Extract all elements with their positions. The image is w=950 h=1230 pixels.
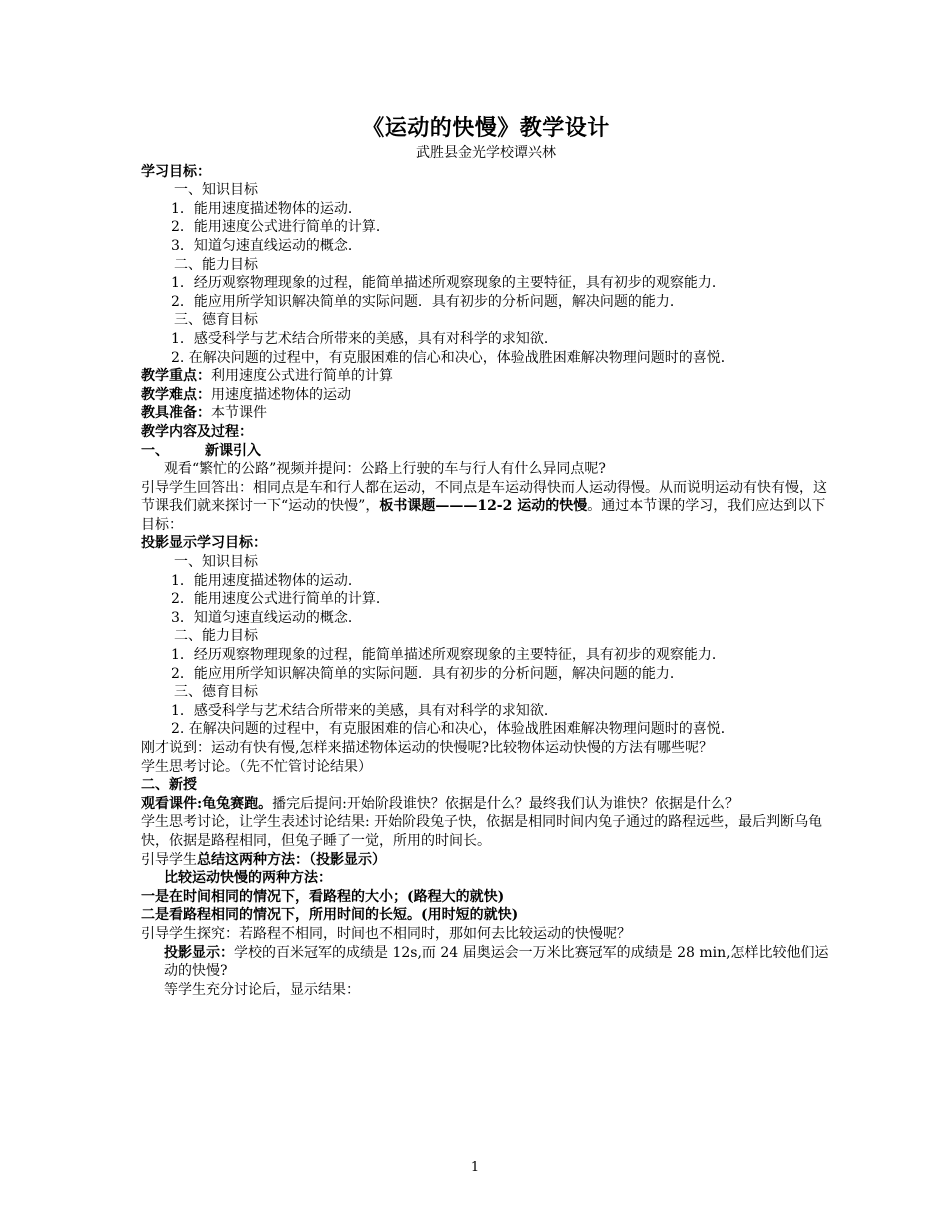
moral-goal-label: 三、德育目标 xyxy=(174,312,258,329)
ability-goal-item: 2．能应用所学知识解决简单的实际问题．具有初步的分析问题，解决问题的能力． xyxy=(171,293,684,310)
section1-paragraph: 观看“繁忙的公路”视频并提问：公路上行驶的车与行人有什么异同点呢? xyxy=(164,461,606,478)
moral-goal-item: 2. 在解决问题的过程中，有克服困难的信心和决心，体验战胜困难解决物理问题时的喜悦． xyxy=(171,721,735,738)
ability-goal-item: 1．经历观察物理现象的过程，能简单描述所观察现象的主要特征，具有初步的观察能力． xyxy=(171,647,726,664)
summary-label: 总结这两种方法：（投影显示） xyxy=(197,851,386,868)
key-point-label: 教学重点： xyxy=(141,368,211,385)
materials-line xyxy=(141,404,831,423)
section2-paragraph xyxy=(141,944,831,981)
ability-goal-label: 二、能力目标 xyxy=(174,628,258,645)
courseware-label: 观看课件:龟兔赛跑。 xyxy=(141,795,273,812)
key-point-text: 利用速度公式进行简单的计算 xyxy=(211,368,393,385)
process-heading: 教学内容及过程： xyxy=(141,423,253,440)
section1-heading xyxy=(141,442,831,461)
projection-heading: 投影显示学习目标： xyxy=(141,535,267,552)
section2-paragraph: 学生思考讨论，让学生表述讨论结果: 开始阶段兔子快，依据是相同时间内兔子通过的路程远些，最后判断乌龟快，依据是路程相同，但兔子睡了一觉，所用的时间长。 xyxy=(141,814,823,849)
author-line: 武胜县金光学校谭兴林 xyxy=(416,145,556,161)
document-body xyxy=(141,114,831,999)
section2-paragraph: 等学生充分讨论后，显示结果： xyxy=(164,981,360,998)
section2-paragraph: 引导学生探究：若路程不相同，时间也不相同时，那如何去比较运动的快慢呢？ xyxy=(141,925,631,942)
difficulty-line xyxy=(141,386,831,405)
section2-text: 引导学生 xyxy=(141,851,197,868)
board-title: 板书课题———12-2 运动的快慢 xyxy=(379,498,588,515)
objectives-heading: 学习目标： xyxy=(141,163,211,180)
knowledge-goal-item: 1．能用速度描述物体的运动． xyxy=(171,572,362,589)
knowledge-goal-item: 3．知道匀速直线运动的概念． xyxy=(171,609,362,626)
difficulty-label: 教学难点： xyxy=(141,386,211,403)
difficulty-text: 用速度描述物体的运动 xyxy=(211,386,351,403)
section2-text: 播完后提问:开始阶段谁快？依据是什么？最终我们认为谁快？依据是什么？ xyxy=(272,795,739,812)
moral-goal-item: 1．感受科学与艺术结合所带来的美感，具有对科学的求知欲． xyxy=(171,330,558,347)
section2-paragraph xyxy=(141,795,831,814)
knowledge-goal-item: 2．能用速度公式进行简单的计算． xyxy=(171,591,390,608)
section1-paragraph xyxy=(141,479,831,535)
moral-goal-label: 三、德育目标 xyxy=(174,684,258,701)
knowledge-goal-item: 1．能用速度描述物体的运动． xyxy=(171,200,362,217)
section2-text: 学校的百米冠军的成绩是 12s,而 24 届奥运会一万米比赛冠军的成绩是 28 min,怎样比较他们运动的快慢? xyxy=(164,944,829,980)
moral-goal-item: 1．感受科学与艺术结合所带来的美感，具有对科学的求知欲． xyxy=(171,702,558,719)
knowledge-goal-label: 一、知识目标 xyxy=(174,554,258,571)
page-number: 1 xyxy=(470,1160,480,1175)
ability-goal-item: 1．经历观察物理现象的过程，能简单描述所观察现象的主要特征，具有初步的观察能力． xyxy=(171,275,726,292)
knowledge-goal-item: 3．知道匀速直线运动的概念． xyxy=(171,237,362,254)
section1-paragraph: 学生思考讨论。（先不忙管讨论结果） xyxy=(141,758,372,775)
projection-label: 投影显示： xyxy=(164,944,234,961)
method-item: 一是在时间相同的情况下，看路程的大小；(路程大的就快) xyxy=(141,888,505,905)
materials-text: 本节课件 xyxy=(211,405,267,422)
section1-text: 引导学生回答出：相同点是车和行人都在运动，不同点是车运动得快而人运动得慢。从而说明运动有快有慢，这节课我们就来探讨一下“运动的快慢”， xyxy=(141,479,827,515)
section1-text: 。通过本节课的学习，我们应达到以下目标： xyxy=(141,498,826,533)
section2-paragraph xyxy=(141,851,831,870)
document-title: 《运动的快慢》教学设计 xyxy=(362,116,610,141)
ability-goal-item: 2．能应用所学知识解决简单的实际问题．具有初步的分析问题，解决问题的能力． xyxy=(171,665,684,682)
ability-goal-label: 二、能力目标 xyxy=(174,256,258,273)
section1-paragraph: 刚才说到：运动有快有慢,怎样来描述物体运动的快慢呢?比较物体运动快慢的方法有哪些呢？ xyxy=(141,740,713,756)
knowledge-goal-item: 2．能用速度公式进行简单的计算． xyxy=(171,219,390,236)
method-item: 二是看路程相同的情况下，所用时间的长短。(用时短的就快) xyxy=(141,907,519,924)
materials-label: 教具准备： xyxy=(141,405,211,422)
key-point-line xyxy=(141,367,831,386)
methods-heading: 比较运动快慢的两种方法： xyxy=(164,870,332,887)
section1-title: 新课引入 xyxy=(205,442,261,459)
moral-goal-item: 2. 在解决问题的过程中，有克服困难的信心和决心，体验战胜困难解决物理问题时的喜悦． xyxy=(171,349,735,366)
section1-number: 一、 xyxy=(141,442,169,459)
knowledge-goal-label: 一、知识目标 xyxy=(174,182,258,199)
section2-heading: 二、新授 xyxy=(141,777,197,794)
